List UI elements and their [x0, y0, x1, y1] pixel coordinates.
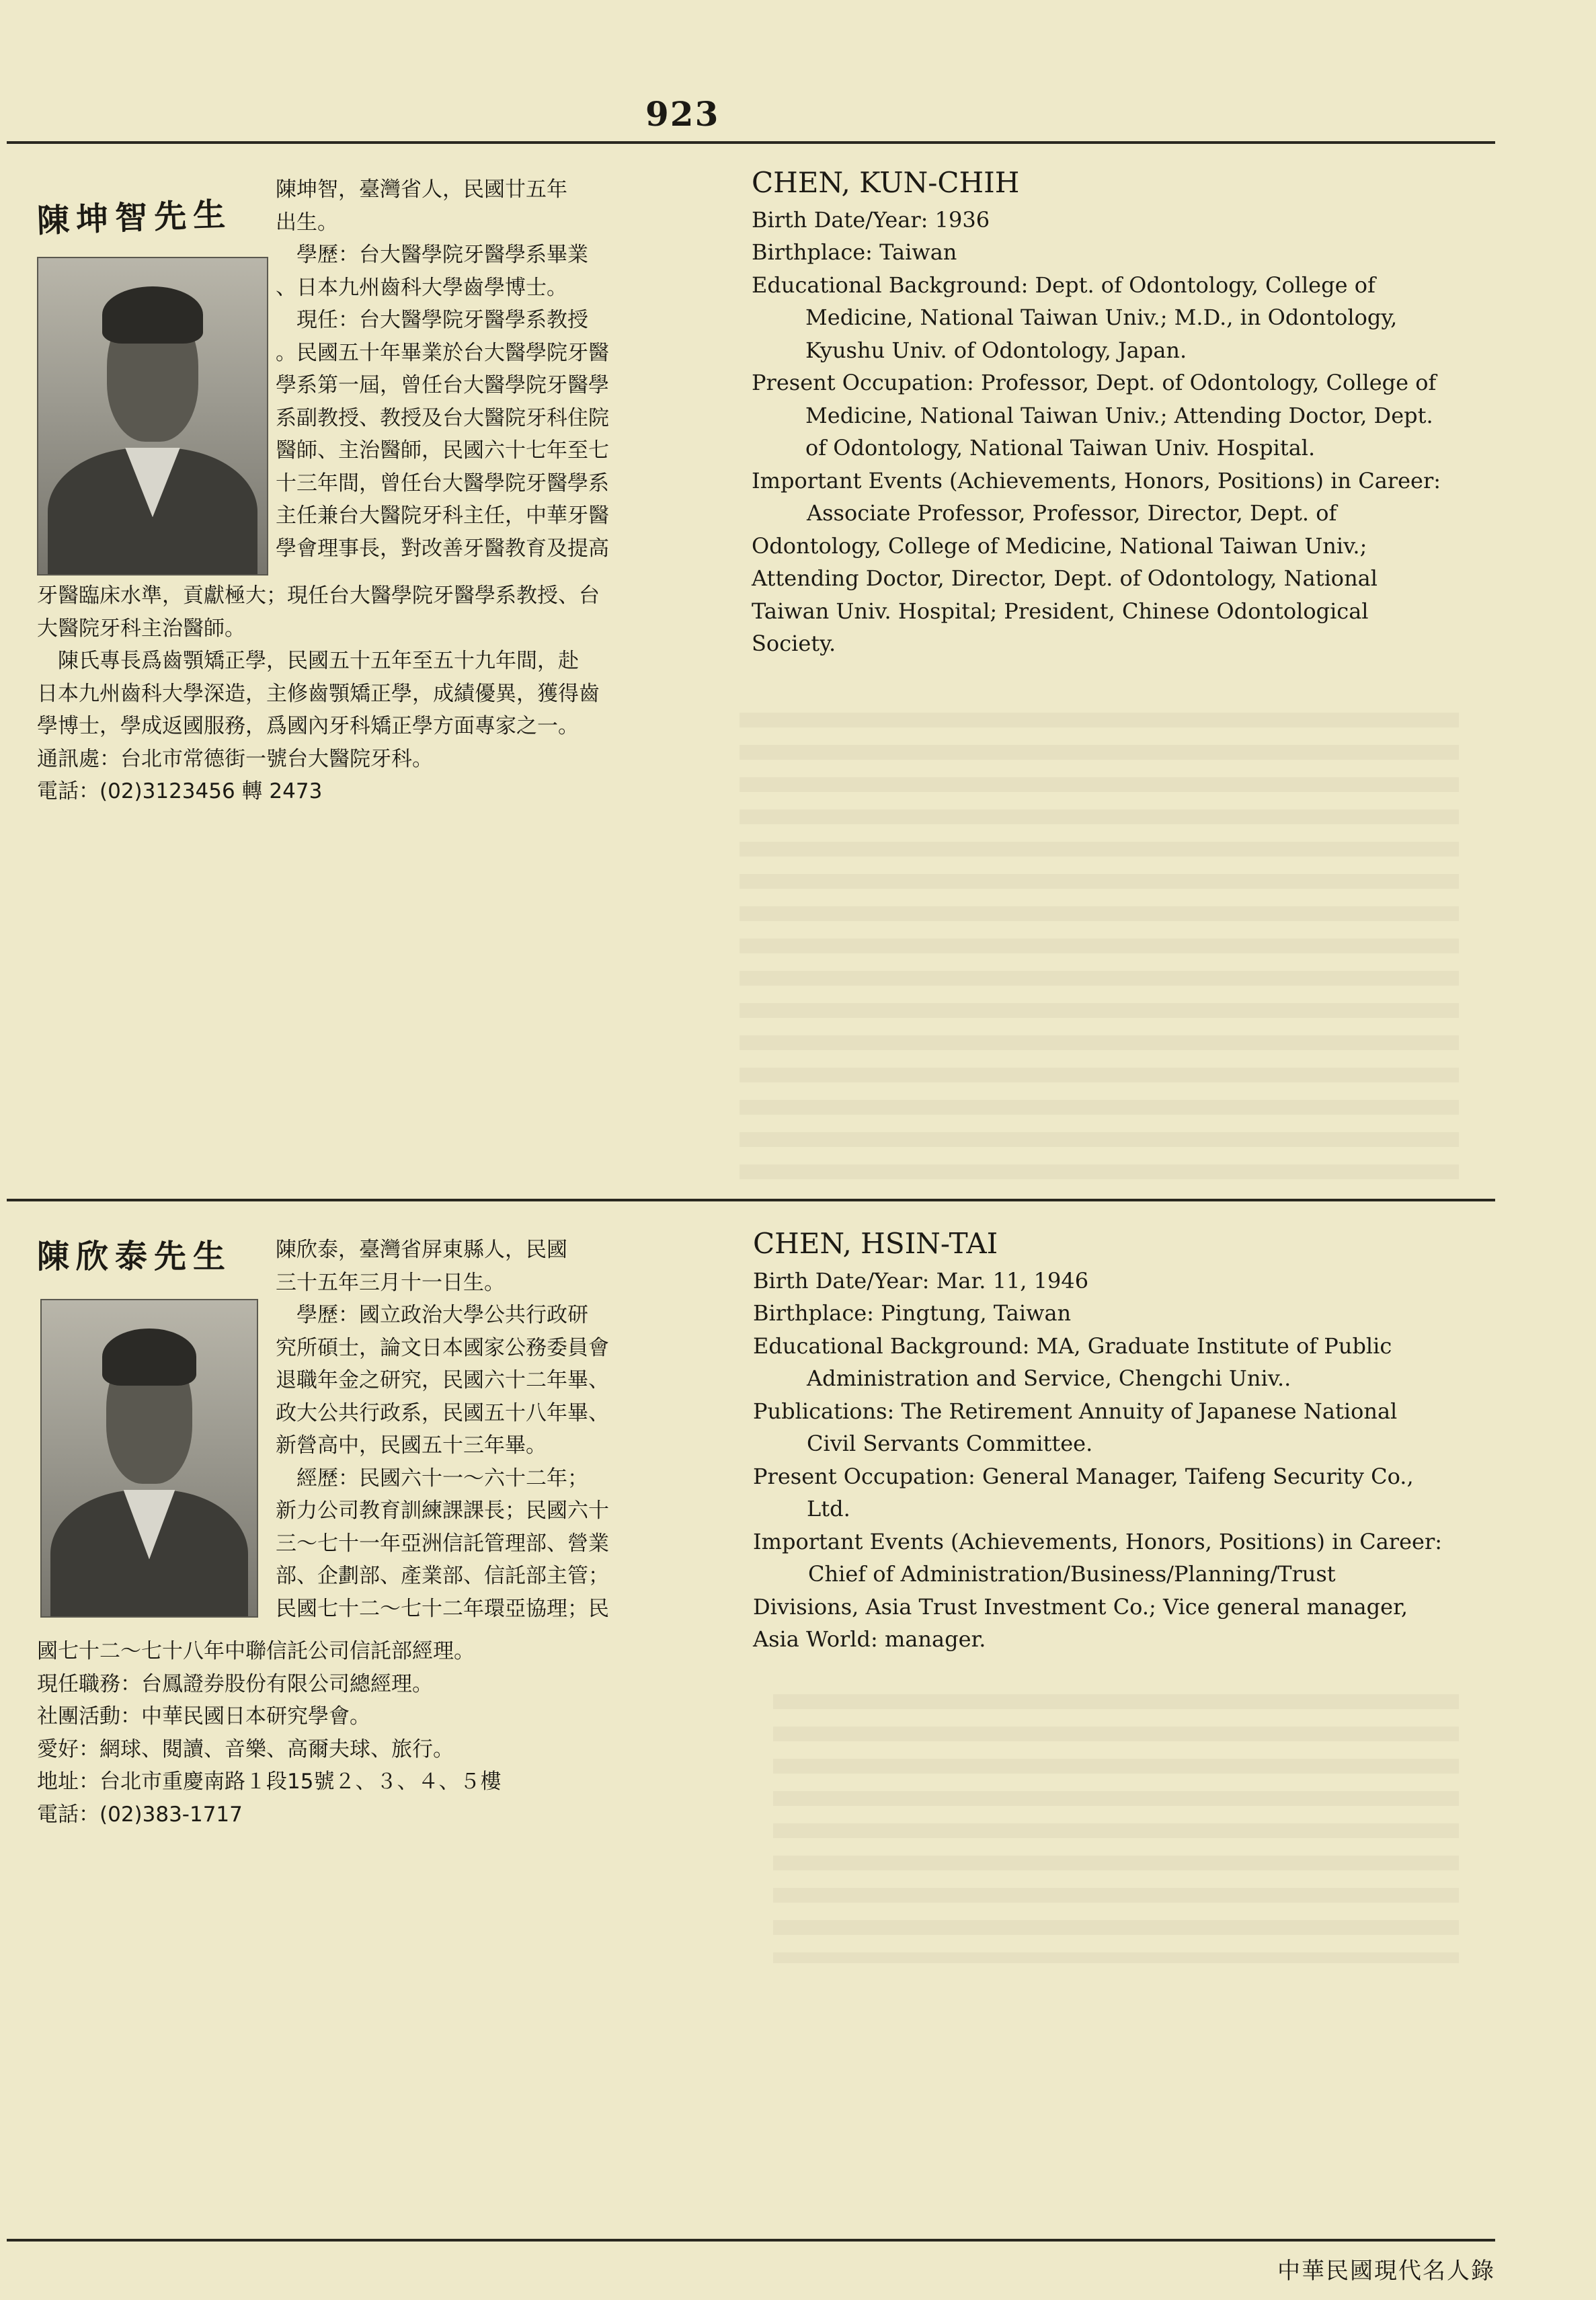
bio-zh-full: 國七十二～七十八年中聯信託公司信託部經理。 現任職務：台鳳證券股份有限公司總經理。 社團活動：中華民國日本研究學會。 愛好：網球、閱讀、音樂、高爾夫球、旅行。 地址：台北市重慶南路１段15號２、３、４、５樓 電話：(02)383-1717	[37, 1639, 502, 1827]
entry-name-en: CHEN, KUN-CHIH	[752, 166, 1020, 199]
bio-zh-indented: 陳坤智，臺灣省人，民國廿五年 出生。 學歷：台大醫學院牙醫學系畢業 、日本九州齒科大學齒學博士。 現任：台大醫學院牙醫學系教授 。民國五十年畢業於台大醫學院牙醫 學系第一屆，曾任台大醫學院牙醫學 系副教授、教授及台大醫院牙科住院 醫師、主治醫師，民國六十七年至七 十三年間，曾任台大醫學院牙醫學系 主任兼台大醫院牙科主任，中華牙醫 學會理事長，對改善牙醫教育及提高	[276, 177, 609, 561]
bio-en	[752, 167, 1444, 660]
bio-zh-indented: 陳欣泰，臺灣省屏東縣人，民國 三十五年三月十一日生。 學歷：國立政治大學公共行政研 究所碩士，論文日本國家公務委員會 退職年金之研究，民國六十二年畢、 政大公共行政系，民國五十八年畢、 新營高中，民國五十三年畢。 經歷：民國六十一～六十二年； 新力公司教育訓練課課長；民國六十 三～七十一年亞洲信託管理部、營業 部、企劃部、產業部、信託部主管； 民國七十二～七十二年環亞協理；民	[276, 1238, 609, 1621]
bio-en-field: Important Events (Achievements, Honors, Positions) in Career:	[752, 467, 1441, 493]
bio-en-field: Present Occupation: Professor, Dept. of Odontology, College of Medicine, National Taiwan Univ.; Attending Doctor, Dept. of Odontology, National Taiwan Univ. Hospital.	[752, 370, 1437, 461]
bio-en-field: Birth Date/Year: Mar. 11, 1946	[753, 1267, 1089, 1294]
footer-title: 中華民國現代名人錄	[1277, 2258, 1495, 2285]
bleed-through-texture	[773, 1694, 1459, 1963]
section-divider	[7, 1199, 1495, 1201]
bleed-through-texture	[740, 713, 1459, 1197]
bio-en-career: Chief of Administration/Business/Planning/Trust Divisions, Asia Trust Investment Co.; Vice general manager, Asia World: manager.	[753, 1561, 1408, 1652]
bio-en	[753, 1228, 1445, 1656]
bio-en-field: Birthplace: Taiwan	[752, 239, 957, 265]
bio-zh-full: 牙醫臨床水準，貢獻極大；現任台大醫學院牙醫學系教授、台 大醫院牙科主治醫師。 陳氏專長爲齒顎矯正學，民國五十五年至五十九年間，赴 日本九州齒科大學深造，主修齒顎矯正學，成績優異，獲得齒 學博士，學成返國服務，爲國內牙科矯正學方面專家之一。 通訊處：台北市常德街一號台大醫院牙科。 電話：(02)3123456 轉 2473	[37, 584, 600, 803]
entry-name-zh: 陳欣泰先生	[37, 1238, 233, 1275]
portrait-photo	[40, 1299, 258, 1618]
bio-en-career: Associate Professor, Professor, Director, Dept. of Odontology, College of Medicine, National Taiwan Univ.; Attending Doctor, Director, Dept. of Odontology, National Taiwan Univ. Hospital; President, Chinese Odontological Society.	[752, 500, 1378, 656]
bio-en-field: Present Occupation: General Manager, Taifeng Security Co., Ltd.	[753, 1463, 1414, 1521]
page-number: 923	[645, 94, 720, 134]
bio-en-field: Educational Background: Dept. of Odontology, College of Medicine, National Taiwan Univ.; M.D., in Odontology, Kyushu Univ. of Odontology, Japan.	[752, 272, 1398, 363]
bio-en-field: Birthplace: Pingtung, Taiwan	[753, 1300, 1072, 1326]
footer-rule	[7, 2239, 1495, 2242]
portrait-photo	[37, 257, 268, 576]
header-rule	[7, 141, 1495, 144]
bio-en-field: Publications: The Retirement Annuity of Japanese National Civil Servants Committee.	[753, 1398, 1398, 1456]
bio-en-field: Educational Background: MA, Graduate Institute of Public Administration and Service, Chengchi Univ..	[753, 1333, 1392, 1391]
bio-en-field: Birth Date/Year: 1936	[752, 206, 990, 233]
entry-name-en: CHEN, HSIN-TAI	[753, 1227, 998, 1260]
bio-en-field: Important Events (Achievements, Honors, Positions) in Career:	[753, 1528, 1443, 1554]
entry-name-zh: 陳坤智先生	[36, 195, 233, 241]
